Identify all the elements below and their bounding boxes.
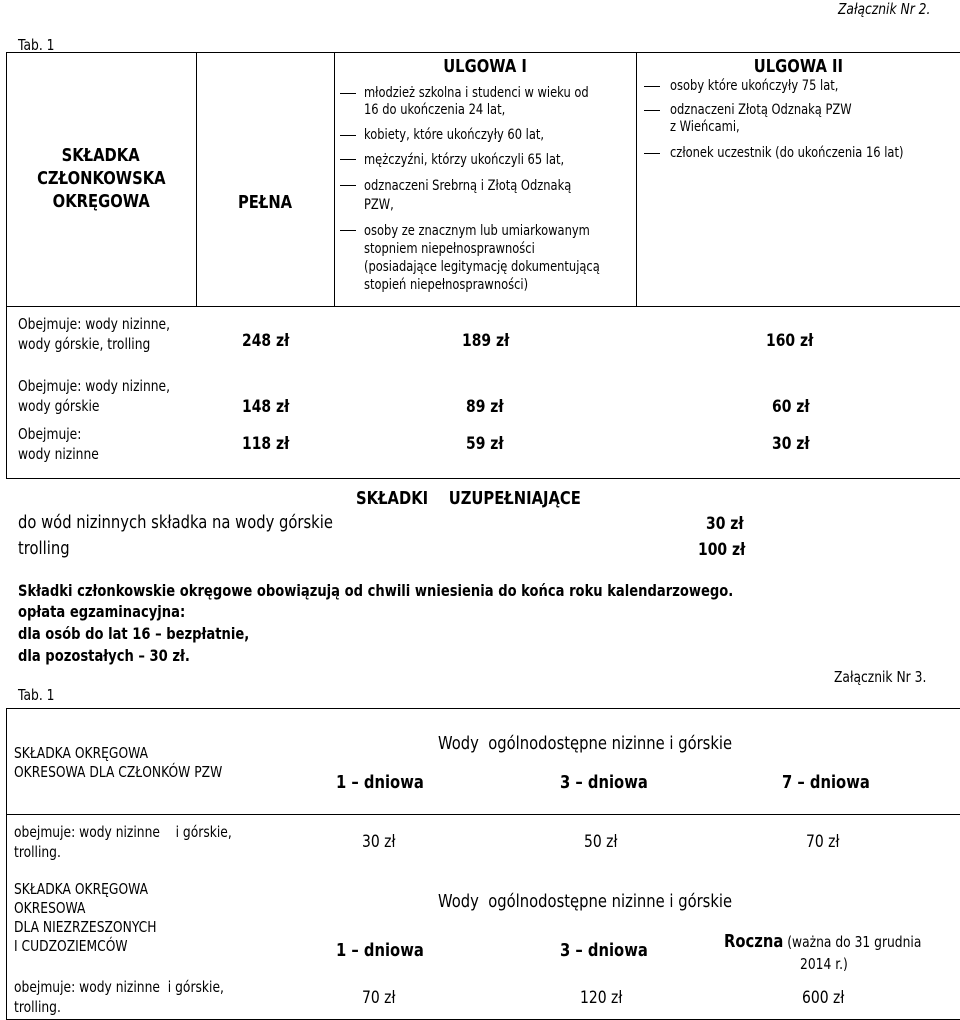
table-label: Tab. 1 bbox=[18, 36, 55, 54]
exam-fee-under-16: dla osób do lat 16 – bezpłatnie, bbox=[18, 624, 250, 643]
price-1-day: 30 zł bbox=[362, 832, 396, 852]
price-full: 248 zł bbox=[242, 331, 290, 351]
exam-fee-others: dla pozostałych – 30 zł. bbox=[18, 646, 190, 665]
period-3-day: 3 – dniowa bbox=[560, 772, 648, 793]
supplementary-fees-title: SKŁADKI UZUPEŁNIAJĄCE bbox=[356, 488, 581, 509]
price-reduced-1: 189 zł bbox=[462, 331, 510, 351]
price-annual: 600 zł bbox=[802, 988, 845, 1008]
criteria-item: młodzież szkolna i studenci w wieku od 16 do ukończenia 24 lat, bbox=[364, 85, 589, 118]
non-members-scope-label: obejmuje: wody nizinne i górskie, trolling. bbox=[14, 978, 224, 1016]
waters-heading: Wody ogólnodostępne nizinne i górskie bbox=[438, 733, 733, 754]
row-label-all-waters: Obejmuje: wody nizinne, wody górskie, trolling bbox=[18, 315, 171, 353]
waters-heading: Wody ogólnodostępne nizinne i górskie bbox=[438, 891, 733, 912]
non-members-fee-label: SKŁADKA OKRĘGOWA OKRESOWA DLA NIEZRZESZONYCH I CUDZOZIEMCÓW bbox=[14, 880, 157, 955]
price-3-day: 50 zł bbox=[584, 832, 618, 852]
period-7-day: 7 – dniowa bbox=[782, 772, 870, 793]
criteria-item: osoby które ukończyły 75 lat, bbox=[670, 78, 839, 94]
criteria-item: odznaczeni Złotą Odznaką PZW z Wieńcami, bbox=[670, 102, 852, 135]
exam-fee-heading: opłata egzaminacyjna: bbox=[18, 602, 186, 621]
annex-2-caption: Załącznik Nr 2. bbox=[838, 0, 931, 18]
members-fee-label: SKŁADKA OKRĘGOWA OKRESOWA DLA CZŁONKÓW PZW bbox=[14, 744, 223, 781]
price-reduced-1: 59 zł bbox=[466, 434, 504, 454]
criteria-item: odznaczeni Srebrną i Złotą Odznaką PZW, bbox=[364, 178, 572, 213]
supplementary-item-value: 30 zł bbox=[706, 514, 744, 534]
supplementary-item-value: 100 zł bbox=[698, 540, 746, 560]
criteria-item: mężczyźni, którzy ukończyli 65 lat, bbox=[364, 152, 565, 168]
criteria-item: kobiety, które ukończyły 60 lat, bbox=[364, 127, 545, 143]
price-reduced-2: 30 zł bbox=[772, 434, 810, 454]
period-1-day: 1 – dniowa bbox=[336, 940, 424, 961]
validity-note: Składki członkowskie okręgowe obowiązują od chwili wniesienia do końca roku kalendarzowego. bbox=[18, 581, 734, 600]
price-full: 148 zł bbox=[242, 397, 290, 417]
price-3-day: 120 zł bbox=[580, 988, 623, 1008]
price-1-day: 70 zł bbox=[362, 988, 396, 1008]
annex-3-caption: Załącznik Nr 3. bbox=[834, 668, 927, 686]
row-label-lowland: Obejmuje: wody nizinne bbox=[18, 425, 99, 463]
price-reduced-1: 89 zł bbox=[466, 397, 504, 417]
period-1-day: 1 – dniowa bbox=[336, 772, 424, 793]
price-full: 118 zł bbox=[242, 434, 290, 454]
header-reduced-2: ULGOWA II bbox=[753, 56, 843, 77]
criteria-item: osoby ze znacznym lub umiarkowanym stopniem niepełnosprawności (posiadające legitymację dokumentującą stopień niepełnosprawności) bbox=[364, 223, 600, 293]
price-reduced-2: 60 zł bbox=[772, 397, 810, 417]
header-reduced-1: ULGOWA I bbox=[443, 56, 527, 77]
members-scope-label: obejmuje: wody nizinne i górskie, trolling. bbox=[14, 823, 232, 861]
annual-validity-note: 2014 r.) bbox=[800, 955, 848, 973]
criteria-item: członek uczestnik (do ukończenia 16 lat) bbox=[670, 145, 904, 161]
row-label-lowland-mountain: Obejmuje: wody nizinne, wody górskie bbox=[18, 377, 171, 415]
header-membership-fee: SKŁADKA CZŁONKOWSKA OKRĘGOWA bbox=[36, 145, 166, 212]
price-7-day: 70 zł bbox=[806, 832, 840, 852]
price-reduced-2: 160 zł bbox=[766, 331, 814, 351]
header-full-fee: PEŁNA bbox=[237, 192, 293, 213]
table-label: Tab. 1 bbox=[18, 686, 55, 704]
period-annual: Roczna (ważna do 31 grudnia bbox=[724, 931, 922, 952]
period-3-day: 3 – dniowa bbox=[560, 940, 648, 961]
supplementary-item-label: do wód nizinnych składka na wody górskie bbox=[18, 512, 333, 533]
supplementary-item-label: trolling bbox=[18, 538, 70, 559]
